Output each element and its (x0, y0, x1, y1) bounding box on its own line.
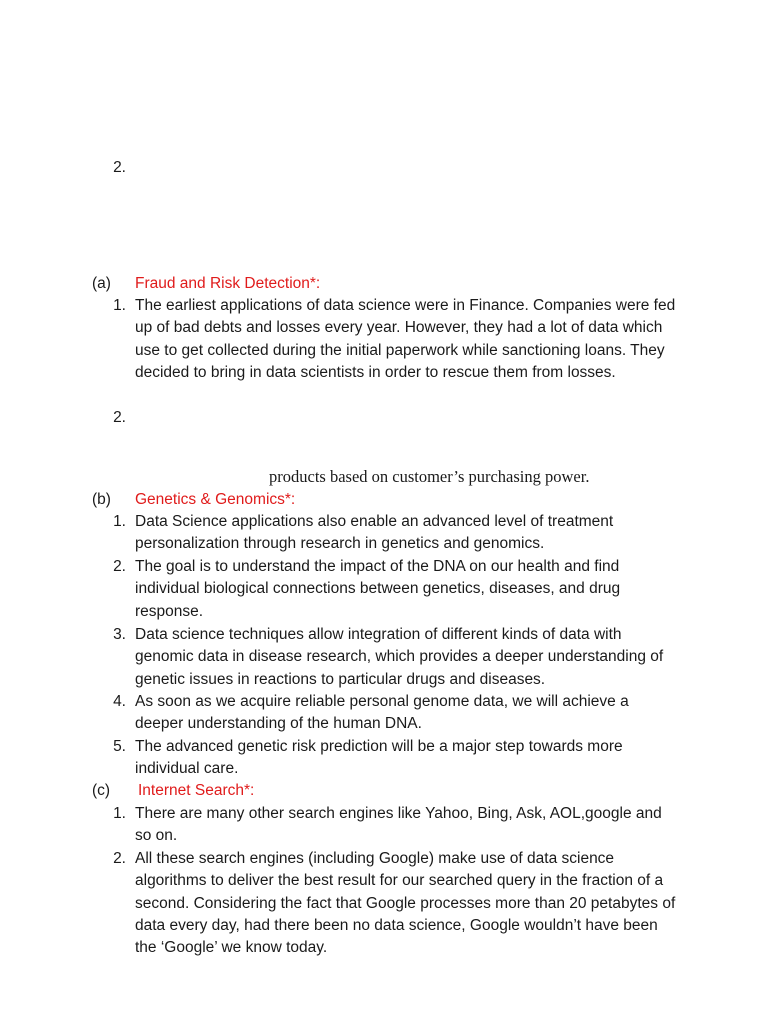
list-number: 2. (113, 159, 126, 176)
section-heading-fraud: Fraud and Risk Detection*: (135, 275, 321, 292)
list-number: 2. (113, 409, 126, 426)
list-number: 5. (113, 738, 126, 755)
section-label-b: (b) (92, 491, 111, 508)
list-number: 1. (113, 297, 126, 314)
list-item-text: There are many other search engines like Yahoo, Bing, Ask, AOL,google and so on. (135, 805, 662, 845)
list-number: 2. (113, 850, 126, 867)
list-number: 2. (113, 558, 126, 575)
list-number: 3. (113, 626, 126, 643)
list-item-text: Data Science applications also enable an advanced level of treatment personalization through research in genetics and genomics. (135, 513, 614, 553)
trailing-text-line: products based on customer’s purchasing power. (269, 467, 590, 486)
list-item-text: The advanced genetic risk prediction will be a major step towards more individual care. (135, 738, 623, 778)
section-label-c: (c) (92, 782, 111, 799)
list-item-text: The goal is to understand the impact of the DNA on our health and find individual biological connections between genetics, diseases, and drug response. (135, 558, 621, 620)
list-number: 1. (113, 513, 126, 530)
list-number: 4. (113, 693, 126, 710)
section-heading-internet-search: Internet Search*: (138, 782, 255, 799)
section-label-a: (a) (92, 275, 111, 292)
list-item-text: As soon as we acquire reliable personal genome data, we will achieve a deeper understanding of the human DNA. (135, 693, 629, 733)
section-heading-genetics: Genetics & Genomics*: (135, 491, 296, 508)
list-item-text: The earliest applications of data science were in Finance. Companies were fed up of bad debts and losses every year. However, they had a lot of data which use to get collected during the initial paperwork while sanctioning loans. They decided to bring in data scientists in order to rescue them from losses. (135, 297, 676, 381)
list-item-text: Data science techniques allow integration of different kinds of data with genomic data in disease research, which provides a deeper understanding of genetic issues in reactions to particular drugs and diseases. (135, 626, 664, 688)
list-item-text: All these search engines (including Google) make use of data science algorithms to deliver the best result for our searched query in the fraction of a second. Considering the fact that Google processes more than 20 petabytes of data every day, had there been no data science, Google wouldn’t have been the ‘Google’ we know today. (135, 850, 676, 957)
list-number: 1. (113, 805, 126, 822)
